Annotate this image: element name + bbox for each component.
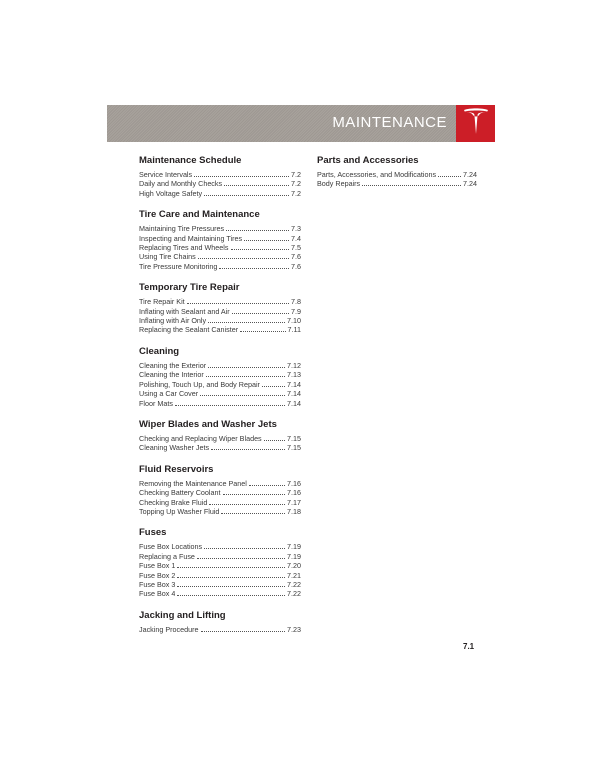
toc-entry-label: Checking and Replacing Wiper Blades (139, 433, 262, 443)
toc-entry-label: Fuse Box 1 (139, 561, 176, 571)
toc-entry-label: Polishing, Touch Up, and Body Repair (139, 379, 260, 389)
toc-entry-label: Replacing a Fuse (139, 551, 195, 561)
toc-entry-label: Replacing Tires and Wheels (139, 243, 229, 253)
toc-entry-page: 7.23 (287, 624, 301, 634)
toc-entry[interactable] (139, 552, 301, 561)
dot-leader (204, 195, 289, 196)
toc-entry-page: 7.6 (291, 252, 301, 262)
dot-leader (201, 631, 285, 632)
toc-entry-label: Maintaining Tire Pressures (139, 224, 225, 234)
toc-entry[interactable] (139, 252, 301, 261)
toc-entry-page: 7.14 (287, 398, 301, 408)
dot-leader (249, 485, 285, 486)
toc-entry-label: Fuse Box 3 (139, 579, 176, 589)
dot-leader (240, 331, 285, 332)
toc-section (139, 282, 301, 335)
dot-leader (232, 313, 289, 314)
dot-leader (198, 258, 289, 259)
toc-entry-label: Using Tire Chains (139, 252, 196, 262)
dot-leader (208, 322, 285, 323)
toc-section-title: Fuses (139, 527, 167, 539)
toc-section (139, 464, 301, 517)
dot-leader (177, 577, 285, 578)
dot-leader (262, 386, 285, 387)
toc-entry-label: Fuse Box 4 (139, 589, 176, 599)
toc-entry-page: 7.6 (291, 261, 301, 271)
toc-entry[interactable] (139, 297, 301, 306)
dot-leader (206, 376, 285, 377)
toc-right-column (317, 155, 477, 200)
toc-entry[interactable] (139, 224, 301, 233)
dot-leader (177, 595, 285, 596)
toc-entry-page: 7.2 (291, 188, 301, 198)
toc-entry-label: Using a Car Cover (139, 389, 199, 399)
dot-leader (438, 176, 461, 177)
toc-section (139, 346, 301, 408)
toc-section-title: Fluid Reservoirs (139, 463, 214, 475)
dot-leader (177, 567, 285, 568)
toc-entry-page: 7.15 (287, 443, 301, 453)
toc-entry-page: 7.10 (287, 316, 301, 326)
toc-entry[interactable] (139, 389, 301, 398)
toc-entry[interactable] (139, 179, 301, 188)
dot-leader (221, 513, 285, 514)
dot-leader (194, 176, 289, 177)
toc-entry[interactable] (139, 571, 301, 580)
toc-section-title: Wiper Blades and Washer Jets (139, 418, 277, 430)
dot-leader (244, 240, 289, 241)
toc-entry[interactable] (139, 380, 301, 389)
toc-entry-label: Tire Pressure Monitoring (139, 261, 218, 271)
toc-entry-page: 7.18 (287, 506, 301, 516)
page-number: 7.1 (463, 642, 475, 651)
toc-entry-page: 7.21 (287, 570, 301, 580)
toc-entry-page: 7.5 (291, 243, 301, 253)
toc-section (139, 419, 301, 453)
toc-entry-label: Fuse Box Locations (139, 542, 203, 552)
toc-entry[interactable] (139, 542, 301, 551)
toc-entry[interactable] (139, 307, 301, 316)
dot-leader (177, 586, 285, 587)
dot-leader (362, 185, 461, 186)
tesla-logo-icon (463, 107, 489, 140)
toc-entry[interactable] (139, 488, 301, 497)
toc-entry-page: 7.19 (287, 551, 301, 561)
toc-entry[interactable] (139, 479, 301, 488)
toc-entry[interactable] (139, 262, 301, 271)
toc-entry-label: Cleaning the Interior (139, 370, 204, 380)
toc-entry-page: 7.11 (287, 325, 301, 335)
toc-entry-label: Replacing the Sealant Canister (139, 325, 239, 335)
dot-leader (264, 440, 285, 441)
toc-entry-page: 7.9 (291, 306, 301, 316)
toc-entry-label: Tire Repair Kit (139, 297, 185, 307)
dot-leader (223, 494, 285, 495)
toc-entry-page: 7.24 (463, 170, 477, 179)
toc-entry-label: Daily and Monthly Checks (139, 179, 223, 189)
toc-entry-label: Topping Up Washer Fluid (139, 506, 220, 516)
toc-entry[interactable] (139, 434, 301, 443)
toc-entry[interactable] (139, 625, 301, 634)
toc-entry[interactable] (139, 189, 301, 198)
toc-entry-page: 7.16 (287, 478, 301, 488)
toc-entry-page: 7.22 (287, 589, 301, 599)
dot-leader (219, 268, 289, 269)
toc-entry-page: 7.19 (287, 542, 301, 552)
toc-entry[interactable] (139, 589, 301, 598)
toc-entry-page: 7.13 (287, 370, 301, 380)
toc-entry-label: Fuse Box 2 (139, 570, 176, 580)
toc-entry[interactable] (139, 498, 301, 507)
toc-section-title: Temporary Tire Repair (139, 282, 240, 294)
toc-entry-page: 7.24 (463, 179, 477, 189)
toc-section-title: Cleaning (139, 345, 180, 357)
toc-entry-label: Cleaning Washer Jets (139, 443, 210, 453)
toc-section-title: Jacking and Lifting (139, 609, 226, 621)
toc-entry[interactable] (139, 507, 301, 516)
toc-entry[interactable] (317, 179, 477, 188)
chapter-banner (107, 105, 495, 142)
toc-entry-label: Cleaning the Exterior (139, 360, 207, 370)
toc-entry[interactable] (139, 325, 301, 334)
toc-section (139, 155, 301, 198)
toc-section-title: Parts and Accessories (317, 155, 419, 166)
toc-entry[interactable] (317, 170, 477, 179)
toc-section (139, 527, 301, 598)
toc-entry-label: High Voltage Safety (139, 188, 203, 198)
toc-entry-page: 7.17 (287, 497, 301, 507)
toc-entry[interactable] (139, 580, 301, 589)
toc-entry-label: Body Repairs (317, 179, 361, 189)
dot-leader (224, 185, 289, 186)
dot-leader (231, 249, 290, 250)
toc-entry-page: 7.12 (287, 360, 301, 370)
toc-entry-page: 7.15 (287, 433, 301, 443)
toc-entry-page: 7.3 (291, 224, 301, 234)
toc-left-column (139, 155, 301, 645)
dot-leader (211, 449, 285, 450)
toc-section-title: Tire Care and Maintenance (139, 209, 260, 221)
toc-entry-label: Removing the Maintenance Panel (139, 478, 247, 488)
dot-leader (204, 548, 285, 549)
toc-entry-label: Inflating with Air Only (139, 316, 207, 326)
toc-entry[interactable] (139, 443, 301, 452)
toc-entry[interactable] (139, 243, 301, 252)
dot-leader (175, 405, 285, 406)
toc-entry-page: 7.2 (291, 170, 301, 179)
toc-section-title: Maintenance Schedule (139, 155, 242, 166)
logo-box (456, 105, 495, 142)
chapter-title: MAINTENANCE (332, 114, 447, 131)
toc-entry[interactable] (139, 234, 301, 243)
toc-entry-label: Inspecting and Maintaining Tires (139, 233, 243, 243)
dot-leader (208, 367, 285, 368)
toc-entry-label: Checking Brake Fluid (139, 497, 208, 507)
toc-entry-label: Service Intervals (139, 170, 193, 179)
dot-leader (209, 504, 285, 505)
toc-section (139, 610, 301, 634)
toc-entry[interactable] (139, 361, 301, 370)
toc-entry-page: 7.20 (287, 561, 301, 571)
toc-entry-page: 7.8 (291, 297, 301, 307)
toc-entry[interactable] (139, 399, 301, 408)
dot-leader (197, 558, 285, 559)
toc-entry-label: Parts, Accessories, and Modifications (317, 170, 437, 179)
toc-entry[interactable] (139, 561, 301, 570)
toc-entry-label: Inflating with Sealant and Air (139, 306, 230, 316)
toc-entry[interactable] (139, 316, 301, 325)
toc-entry-label: Floor Mats (139, 398, 173, 408)
toc-entry[interactable] (139, 170, 301, 179)
toc-section (317, 155, 477, 189)
toc-entry-page: 7.22 (287, 579, 301, 589)
dot-leader (226, 230, 289, 231)
toc-entry[interactable] (139, 370, 301, 379)
toc-entry-page: 7.14 (287, 379, 301, 389)
toc-entry-page: 7.14 (287, 389, 301, 399)
toc-entry-page: 7.2 (291, 179, 301, 189)
dot-leader (187, 303, 289, 304)
toc-entry-label: Checking Battery Coolant (139, 488, 221, 498)
dot-leader (200, 395, 285, 396)
toc-entry-page: 7.4 (291, 233, 301, 243)
toc-section (139, 209, 301, 271)
toc-entry-label: Jacking Procedure (139, 624, 199, 634)
toc-entry-page: 7.16 (287, 488, 301, 498)
